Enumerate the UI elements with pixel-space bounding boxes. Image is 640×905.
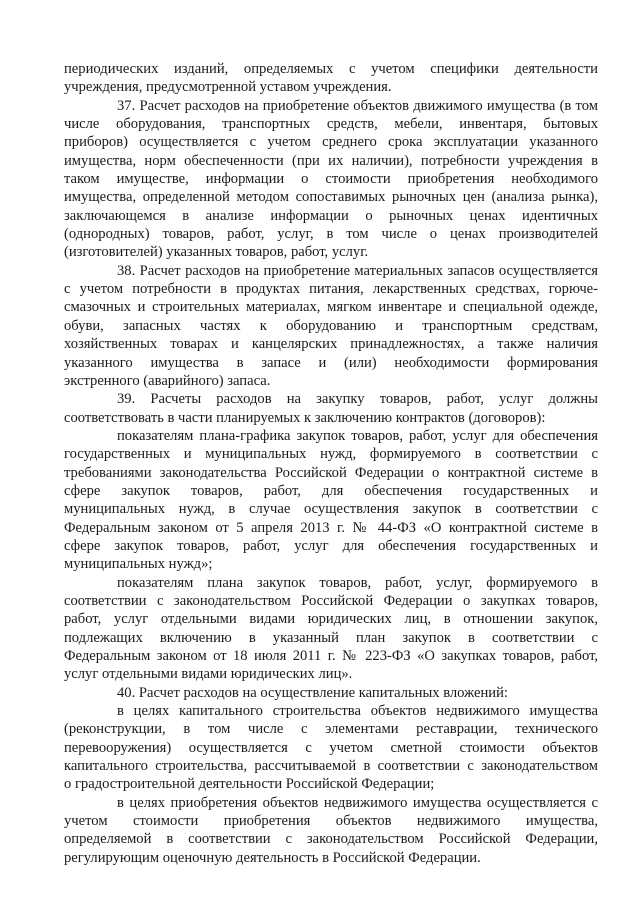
text-line: показателям плана закупок товаров, работ, услуг, формируемого в: [117, 574, 598, 591]
document-body: [64, 60, 598, 867]
text-line: (изготовителей) указанных товаров, работ, услуг.: [64, 244, 369, 261]
text-line: показателям плана-графика закупок товаров, работ, услуг для обеспечения: [117, 427, 598, 444]
text-line: в целях приобретения объектов недвижимого имущества осуществляется с: [117, 794, 598, 811]
text-line: сфере закупок товаров, работ, для обеспечения государственных и: [64, 482, 598, 499]
text-line: учреждения, предусмотренной уставом учреждения.: [64, 79, 392, 96]
text-line: приборов) осуществляется с учетом среднего срока эксплуатации указанного: [64, 134, 598, 151]
text-line: заключающемся в анализе информации о рыночных ценах идентичных: [64, 207, 598, 224]
text-line: 38. Расчет расходов на приобретение материальных запасов осуществляется: [117, 262, 598, 279]
text-line: о градостроительной деятельности Российской Федерации;: [64, 776, 435, 793]
text-line: учетом стоимости приобретения объектов недвижимого имущества,: [64, 813, 598, 830]
text-line: муниципальных нужд»;: [64, 556, 213, 573]
text-line: обуви, запасных частях к оборудованию и транспортным средствам,: [64, 317, 598, 334]
text-line: 39. Расчеты расходов на закупку товаров, работ, услуг должны: [117, 391, 598, 408]
text-line: Федеральным законом от 5 апреля 2013 г. № 44-ФЗ «О контрактной системе в: [64, 519, 598, 536]
text-line: указанного имущества в запасе и (или) необходимости формирования: [64, 354, 598, 371]
text-line: в целях капитального строительства объектов недвижимого имущества: [117, 703, 598, 720]
text-line: имущества, норм обеспеченности (при их наличии), потребности учреждения в: [64, 152, 598, 169]
text-line: подлежащих включению в указанный план закупок в соответствии с: [64, 629, 598, 646]
text-line: (реконструкции, в том числе с элементами реставрации, технического: [64, 721, 598, 738]
text-line: услуг отдельными видами юридических лиц».: [64, 666, 353, 683]
text-line: с учетом потребности в продуктах питания, лекарственных средствах, горюче-: [64, 281, 598, 298]
text-line: периодических изданий, определяемых с учетом специфики деятельности: [64, 61, 598, 77]
text-line: муниципальных нужд, в случае осуществления закупок в соответствии с: [64, 501, 598, 518]
text-line: регулирующим оценочную деятельность в Российской Федерации.: [64, 849, 481, 866]
text-line: 37. Расчет расходов на приобретение объектов движимого имущества (в том: [117, 97, 598, 114]
text-line: требованиями законодательства Российской Федерации о контрактной системе в: [64, 464, 598, 481]
text-line: Федеральным законом от 18 июля 2011 г. № 223-ФЗ «О закупках товаров, работ,: [64, 648, 598, 664]
text-line: государственных и муниципальных нужд, формируемого в соответствии с: [64, 446, 598, 463]
text-line: хозяйственных товарах и канцелярских принадлежностях, а также наличия: [64, 336, 598, 353]
text-line: таком имуществе, информации о стоимости приобретения необходимого: [64, 171, 598, 188]
text-line: соответствовать в части планируемых к заключению контрактов (договоров):: [64, 409, 546, 426]
text-line: имущества, определенной методом сопоставимых рыночных цен (анализа рынка),: [64, 189, 598, 206]
text-line: экстренного (аварийного) запаса.: [64, 372, 271, 389]
text-line: смазочных и строительных материалах, мягком инвентаре и специальной одежде,: [64, 299, 598, 316]
text-line: соответствии с законодательством Российской Федерации о закупках товаров,: [64, 592, 598, 609]
text-line: работ, услуг отдельными видами юридических лиц, в отношении закупок,: [64, 611, 598, 628]
text-line: определяемой в соответствии с законодательством Российской Федерации,: [64, 831, 598, 848]
text-line: сфере закупок товаров, работ, услуг для обеспечения государственных и: [64, 537, 598, 554]
text-line: (однородных) товаров, работ, услуг, в том числе о ценах производителей: [64, 226, 598, 243]
text-line: перевооружения) осуществляется с учетом сметной стоимости объектов: [64, 739, 598, 756]
text-line: капитального строительства, рассчитываемой в соответствии с законодательством: [64, 758, 598, 775]
text-line: числе оборудования, транспортных средств, мебели, инвентаря, бытовых: [64, 116, 598, 133]
text-line: 40. Расчет расходов на осуществление капитальных вложений:: [117, 684, 508, 701]
